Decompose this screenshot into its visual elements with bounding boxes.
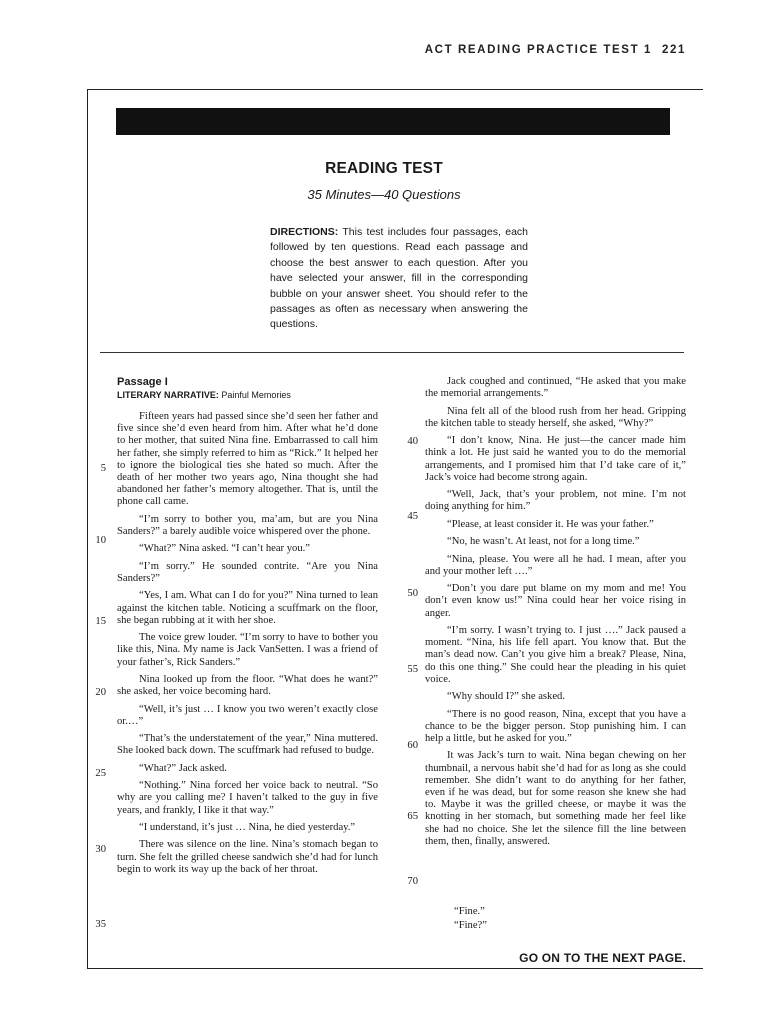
- line-number: 60: [407, 740, 418, 751]
- passage-column-right: [425, 376, 686, 853]
- line-number: 15: [95, 616, 106, 627]
- line-number: 30: [95, 844, 106, 855]
- running-title: ACT READING PRACTICE TEST 1: [424, 44, 652, 56]
- passage-paragraph: “I understand, it’s just … Nina, he died yesterday.”: [139, 821, 356, 833]
- go-on-notice: GO ON TO THE NEXT PAGE.: [519, 951, 686, 965]
- passage-paragraph: “What?” Jack asked.: [139, 762, 227, 774]
- line-number: 45: [407, 511, 418, 522]
- line-number: 25: [95, 768, 106, 779]
- line-number: 20: [95, 687, 106, 698]
- directions: [270, 225, 528, 333]
- passage-label: Passage I: [117, 376, 168, 388]
- passage-paragraph: “No, he wasn’t. At least, not for a long time.”: [447, 536, 640, 548]
- section-divider: [100, 352, 684, 353]
- running-head: [425, 44, 686, 56]
- directions-text: This test includes four passages, each followed by ten questions. Read each passage and choose the best answer to each question. After you have selected your answer, fill in the corresponding bubble on your answer sheet. You should refer to the passages as often as necessary when answering the questions.: [270, 226, 528, 331]
- passage-paragraph: “I’m sorry to bother you, ma’am, but are you Nina Sanders?” a barely audible voice whispered over the phone.: [117, 513, 378, 538]
- line-number: 55: [407, 664, 418, 675]
- passage-paragraph: “Don’t you dare put blame on my mom and me! You don’t even know us!” Nina could hear her voice rising in anger.: [425, 583, 686, 619]
- passage-paragraph: “Why should I?” she asked.: [447, 691, 565, 703]
- passage-paragraph: There was silence on the line. Nina’s stomach began to turn. She felt the grilled cheese sandwich she’d had for lunch begin to work its way up the back of her throat.: [117, 839, 378, 875]
- line-number: 40: [407, 436, 418, 447]
- passage-paragraph: “Well, it’s just … I know you two weren’t exactly close or.…”: [117, 703, 378, 727]
- passage-paragraph: Nina looked up from the floor. “What does he want?” she asked, her voice becoming hard.: [117, 673, 378, 698]
- test-title: READING TEST: [325, 160, 443, 177]
- passage-paragraph: “I don’t know, Nina. He just—the cancer made him think a lot. He just said he wanted you to do the memorial arrangements, and I promised him that I’d take care of it,” Jack’s voice had become strong again.: [425, 435, 686, 483]
- passage-column-left: [117, 411, 378, 881]
- passage-paragraph: “What?” Nina asked. “I can’t hear you.”: [139, 543, 310, 555]
- passage-type-title: Painful Memories: [218, 390, 291, 400]
- passage-paragraph: Nina felt all of the blood rush from her head. Gripping the kitchen table to steady herself, she asked, “Why?”: [425, 405, 686, 429]
- line-number: 35: [95, 919, 106, 930]
- passage-paragraph: It was Jack’s turn to wait. Nina began chewing on her thumbnail, a nervous habit she’d had for as long as she could remember. She didn’t want to do anything for her father, even if he was dead, but for some reason she knew she had to. Maybe it was the grilled cheese, or maybe it was the knotting in her stomach, but something made her feel like she had no choice. She let the silence fill the line between them, then, finally, answered.: [425, 750, 686, 847]
- closing-line: “Fine?”: [454, 920, 487, 931]
- test-subtitle: 35 Minutes—40 Questions: [307, 187, 461, 202]
- passage-paragraph: Jack coughed and continued, “He asked that you make the memorial arrangements.”: [425, 376, 686, 400]
- passage-paragraph: “There is no good reason, Nina, except that you have a chance to be the bigger person. Stop punishing him. I can help a little, but he asked for you.”: [425, 708, 686, 744]
- passage-paragraph: “That’s the understatement of the year,” Nina muttered. She looked back down. The scuffmark had refused to budge.: [117, 733, 378, 757]
- passage-paragraph: “Yes, I am. What can I do for you?” Nina turned to lean against the kitchen table. Noticing a scuffmark on the floor, she began rubbing at it with her shoe.: [117, 590, 378, 626]
- closing-line: “Fine.”: [454, 906, 485, 917]
- passage-paragraph: “Please, at least consider it. He was your father.”: [447, 518, 654, 530]
- passage-paragraph: “Well, Jack, that’s your problem, not mine. I’m not doing anything for him.”: [425, 489, 686, 513]
- line-number: 70: [407, 876, 418, 887]
- section-banner-bar: [116, 108, 670, 135]
- passage-paragraph: Fifteen years had passed since she’d seen her father and five since she’d even heard from him. After what he’d done to her mother, that suited Nina fine. Embarrassed to call him her father, she simply referred to him as “Rick.” It helped her to ignore the biological ties she hated so much. After the death of her mother two years ago, Nina thought she had abandoned her father’s memory altogether. That is, until the phone call came.: [117, 411, 378, 508]
- line-number: 10: [95, 535, 106, 546]
- line-number: 5: [100, 463, 106, 474]
- passage-type: [117, 390, 291, 400]
- passage-paragraph: “Nina, please. You were all he had. I mean, after you and your mother left ….”: [425, 553, 686, 577]
- passage-paragraph: “Nothing.” Nina forced her voice back to neutral. “So why are you calling me? I haven’t talked to the guy in five years, and frankly, I like it that way.”: [117, 780, 378, 816]
- passage-paragraph: The voice grew louder. “I’m sorry to have to bother you like this, Nina. My name is Jack VanSetten. I was a friend of your father’s, Rick Sanders.”: [117, 632, 378, 668]
- line-number: 50: [407, 588, 418, 599]
- page-number: 221: [662, 44, 686, 56]
- passage-paragraph: “I’m sorry. I wasn’t trying to. I just ….” Jack paused a moment. “Nina, his life fell apart. You know that. But the man’s dead now. Can’t you give him a break? Please, Nina, do this one thing.” She could hear the pleading in his quiet voice.: [425, 624, 686, 685]
- directions-label: DIRECTIONS:: [270, 226, 339, 238]
- passage-type-label: LITERARY NARRATIVE:: [117, 390, 219, 400]
- line-number: 65: [407, 811, 418, 822]
- passage-paragraph: “I’m sorry.” He sounded contrite. “Are you Nina Sanders?”: [117, 560, 378, 584]
